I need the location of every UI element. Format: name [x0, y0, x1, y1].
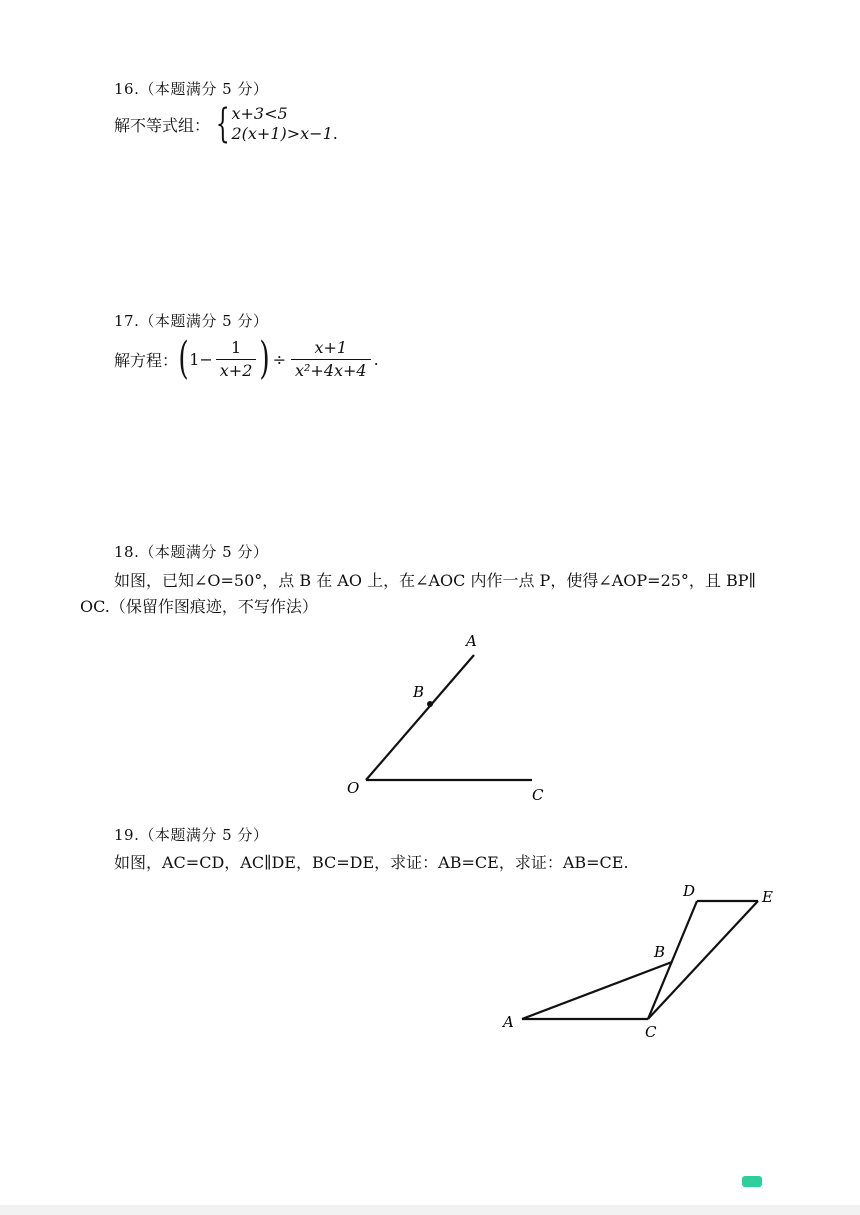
fraction-2-denominator: x²+4x+4 [291, 359, 371, 380]
label-c: C [645, 1023, 657, 1041]
q16-header: 16.（本题满分 5 分） [114, 80, 269, 98]
green-marker [742, 1176, 762, 1187]
label-c: C [532, 786, 544, 804]
fraction-1-numerator: 1 [230, 337, 242, 357]
brace-icon: { [215, 101, 230, 147]
q18-text-line-2: OC.（保留作图痕迹，不写作法） [80, 597, 318, 616]
label-a: A [466, 632, 477, 650]
one-minus: 1− [189, 349, 213, 369]
label-b: B [654, 943, 666, 961]
label-a: A [503, 1013, 514, 1031]
label-e: E [762, 888, 773, 906]
q18-header: 18.（本题满分 5 分） [114, 543, 269, 561]
label-d: D [683, 882, 696, 900]
q19-text: 如图，AC=CD，AC∥DE，BC=DE，求证：AB=CE，求证：AB=CE. [114, 853, 629, 872]
fraction-1-denominator: x+2 [216, 359, 257, 380]
q17-header: 17.（本题满分 5 分） [114, 312, 269, 330]
segment-ab [522, 962, 672, 1019]
q17-prompt: 解方程： [114, 350, 179, 370]
label-b: B [413, 683, 425, 701]
q16-prompt: 解不等式组： [114, 115, 211, 135]
q18-text-line-1: 如图，已知∠O=50°，点 B 在 AO 上，在∠AOC 内作一点 P，使得∠AOP=25°，且 BP∥ [114, 571, 756, 590]
bottom-strip [0, 1205, 860, 1215]
label-o: O [347, 779, 360, 797]
q17-period: . [373, 349, 379, 369]
divide-sign: ÷ [272, 349, 286, 369]
left-paren-icon: ( [178, 333, 189, 384]
q19-header: 19.（本题满分 5 分） [114, 826, 269, 844]
fraction-2-numerator: x+1 [314, 337, 348, 357]
inequality-line-2: 2(x+1)>x−1 [231, 124, 333, 143]
right-paren-icon: ) [259, 333, 271, 384]
inequality-line-1: x+3<5 [231, 104, 288, 123]
q16-period: . [332, 124, 338, 143]
